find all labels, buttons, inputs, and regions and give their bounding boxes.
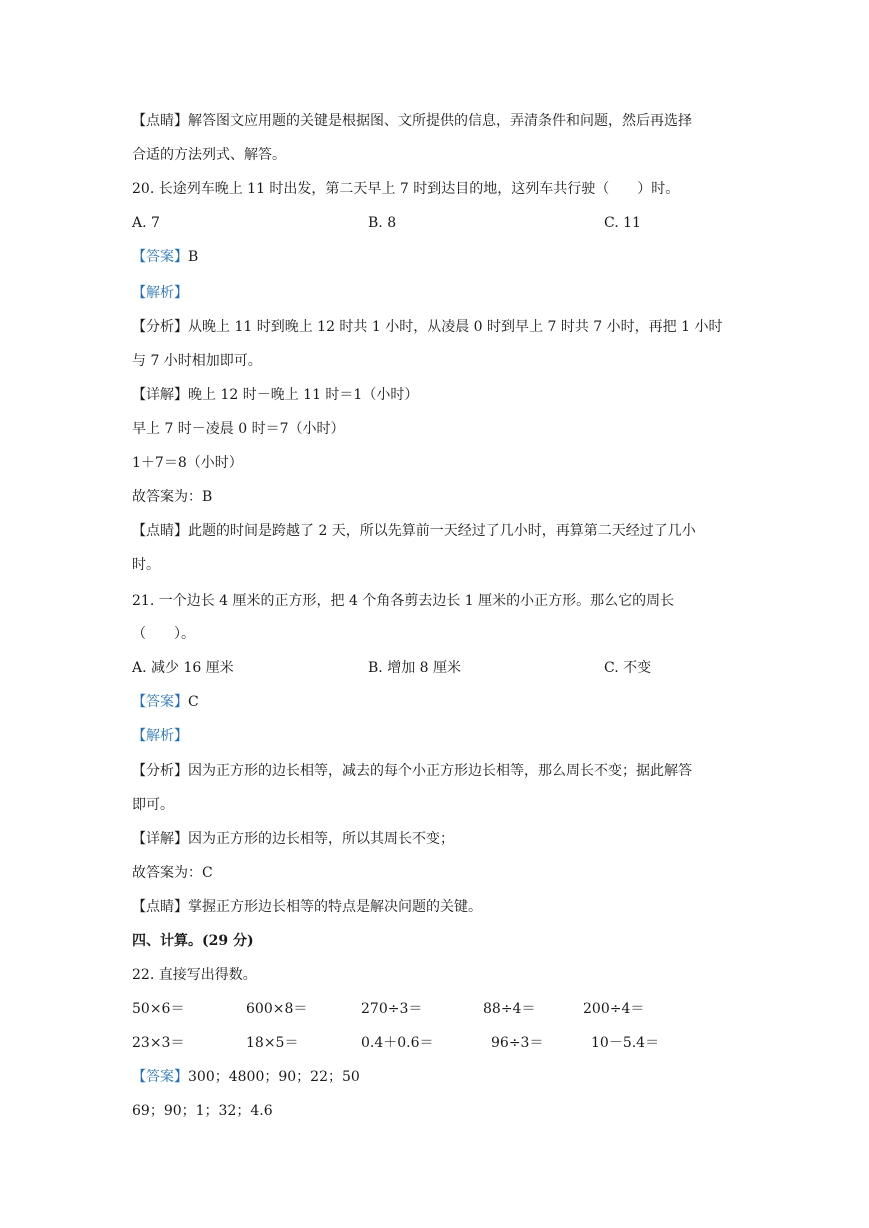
q21-fenxi-continued: 即可。 bbox=[132, 797, 174, 813]
q20-answer bbox=[132, 248, 198, 266]
question-20: 20. 长途列车晚上 11 时出发，第二天早上 7 时到达目的地，这列车共行驶（ ）时。 bbox=[132, 181, 680, 197]
q21-option-b: B. 增加 8 厘米 bbox=[368, 660, 461, 676]
q21-dianjing bbox=[132, 898, 482, 916]
dianjing-text: 掌握正方形边长相等的特点是解决问题的关键。 bbox=[188, 899, 482, 915]
q21-answer bbox=[132, 693, 199, 711]
fenxi-tag: 【分析】 bbox=[132, 319, 188, 335]
calc-item: 23×3＝ bbox=[132, 1035, 185, 1051]
answer-tag: 【答案】 bbox=[132, 249, 188, 265]
xiangjie-text: 晚上 12 时－晚上 11 时＝1（小时） bbox=[188, 387, 419, 403]
calc-item: 600×8＝ bbox=[246, 1001, 308, 1017]
fenxi-text: 因为正方形的边长相等，减去的每个小正方形边长相等，那么周长不变；据此解答 bbox=[188, 763, 692, 779]
q21-final-answer: 故答案为：C bbox=[132, 865, 213, 881]
q21-option-c: C. 不变 bbox=[604, 660, 652, 676]
calc-item: 0.4＋0.6＝ bbox=[361, 1035, 434, 1051]
section-title: 四、计算。(29 分) bbox=[132, 933, 254, 949]
q20-fenxi-continued: 与 7 小时相加即可。 bbox=[132, 353, 262, 369]
q20-option-a: A. 7 bbox=[132, 215, 160, 231]
answer-tag: 【答案】 bbox=[132, 1069, 188, 1085]
q21-fenxi bbox=[132, 762, 692, 780]
calc-item: 96÷3＝ bbox=[491, 1035, 544, 1051]
dianjing-tag: 【点睛】 bbox=[132, 113, 188, 129]
dianjing-tag: 【点睛】 bbox=[132, 523, 188, 539]
calc-item: 270÷3＝ bbox=[361, 1001, 423, 1017]
q20-analysis-tag: 【解析】 bbox=[132, 285, 188, 301]
calc-item: 88÷4＝ bbox=[483, 1001, 536, 1017]
q20-dianjing bbox=[132, 522, 696, 540]
q20-fenxi bbox=[132, 318, 722, 336]
question-22: 22. 直接写出得数。 bbox=[132, 967, 257, 983]
q22-answer bbox=[132, 1068, 360, 1086]
calc-item: 50×6＝ bbox=[132, 1001, 185, 1017]
answer-value: C bbox=[188, 694, 199, 710]
dianjing-text-continued: 合适的方法列式、解答。 bbox=[132, 147, 286, 163]
q20-calc-line-2: 早上 7 时－凌晨 0 时＝7（小时） bbox=[132, 421, 345, 437]
dianjing-text: 解答图文应用题的关键是根据图、文所提供的信息，弄清条件和问题，然后再选择 bbox=[188, 113, 692, 129]
dianjing-text: 此题的时间是跨越了 2 天，所以先算前一天经过了几小时，再算第二天经过了几小 bbox=[188, 523, 696, 539]
q20-option-b: B. 8 bbox=[368, 215, 397, 231]
q20-dianjing-continued: 时。 bbox=[132, 557, 160, 573]
xiangjie-tag: 【详解】 bbox=[132, 831, 188, 847]
q20-calc-line-3: 1＋7＝8（小时） bbox=[132, 455, 243, 471]
q20-final-answer: 故答案为：B bbox=[132, 489, 213, 505]
fenxi-text: 从晚上 11 时到晚上 12 时共 1 小时，从凌晨 0 时到早上 7 时共 7 小时，再把 1 小时 bbox=[188, 319, 723, 335]
q21-xiangjie bbox=[132, 830, 454, 848]
dianjing-tag: 【点睛】 bbox=[132, 899, 188, 915]
dianjing-paragraph bbox=[132, 112, 692, 130]
answer-tag: 【答案】 bbox=[132, 694, 188, 710]
q21-analysis-tag: 【解析】 bbox=[132, 728, 188, 744]
question-21-continued: （ ）。 bbox=[132, 626, 195, 642]
calc-item: 10－5.4＝ bbox=[591, 1035, 660, 1051]
calc-item: 18×5＝ bbox=[246, 1035, 299, 1051]
calc-item: 200÷4＝ bbox=[583, 1001, 645, 1017]
answer-value: 300；4800；90；22；50 bbox=[188, 1069, 360, 1085]
q20-option-c: C. 11 bbox=[604, 215, 641, 231]
answer-value: B bbox=[188, 249, 199, 265]
q22-answer-continued: 69；90；1；32；4.6 bbox=[132, 1103, 273, 1119]
question-21: 21. 一个边长 4 厘米的正方形，把 4 个角各剪去边长 1 厘米的小正方形。那么它的周长 bbox=[132, 593, 675, 609]
q20-xiangjie bbox=[132, 386, 418, 404]
xiangjie-text: 因为正方形的边长相等，所以其周长不变； bbox=[188, 831, 454, 847]
fenxi-tag: 【分析】 bbox=[132, 763, 188, 779]
q21-option-a: A. 减少 16 厘米 bbox=[132, 660, 234, 676]
xiangjie-tag: 【详解】 bbox=[132, 387, 188, 403]
